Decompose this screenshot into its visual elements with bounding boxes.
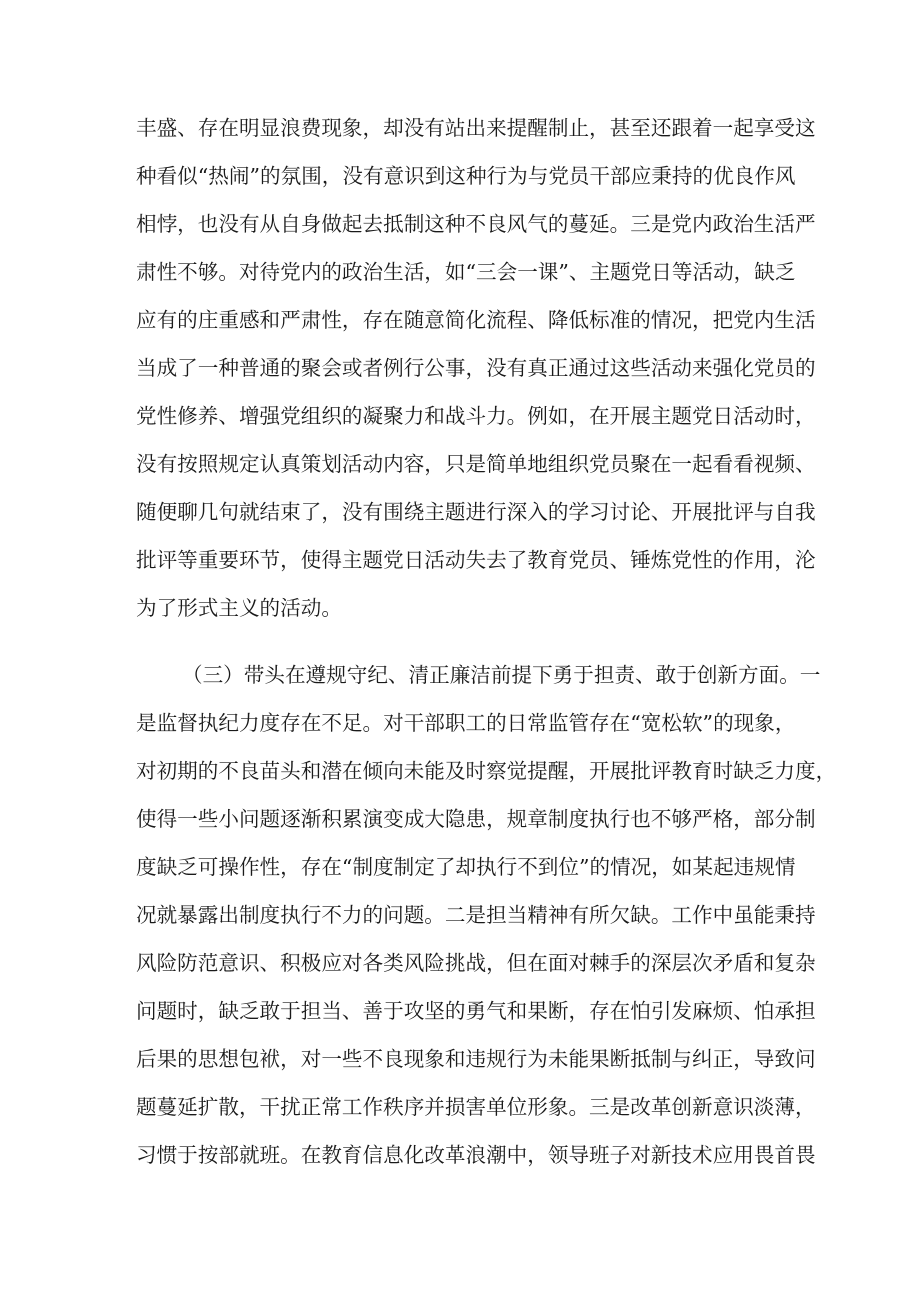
- text-line: 风险防范意识、积极应对各类风险挑战，但在面对棘手的深层次矛盾和复杂: [136, 951, 816, 975]
- text-line: 应有的庄重感和严肃性，存在随意简化流程、降低标准的情况，把党内生活: [136, 308, 816, 332]
- text-line: 相悖，也没有从自身做起去抵制这种不良风气的蔓延。三是党内政治生活严: [136, 212, 816, 236]
- text-line: 肃性不够。对待党内的政治生活，如“三会一课”、主题党日等活动，缺乏: [136, 260, 796, 284]
- text-line: 后果的思想包袱，对一些不良现象和违规行为未能果断抵制与纠正，导致问: [136, 1047, 816, 1071]
- text-line: 习惯于按部就班。在教育信息化改革浪潮中，领导班子对新技术应用畏首畏: [136, 1143, 816, 1167]
- text-line: 使得一些小问题逐渐积累演变成大隐患，规章制度执行也不够严格，部分制: [136, 807, 816, 831]
- text-line: 为了形式主义的活动。: [136, 596, 342, 620]
- text-line: 丰盛、存在明显浪费现象，却没有站出来提醒制止，甚至还跟着一起享受这: [136, 116, 816, 140]
- text-line: 度缺乏可操作性，存在“制度制定了却执行不到位”的情况，如某起违规情: [136, 855, 796, 879]
- text-line: 批评等重要环节，使得主题党日活动失去了教育党员、锤炼党性的作用，沦: [136, 548, 816, 572]
- text-line: 党性修养、增强党组织的凝聚力和战斗力。例如，在开展主题党日活动时，: [136, 404, 816, 428]
- text-line: 随便聊几句就结束了，没有围绕主题进行深入的学习讨论、开展批评与自我: [136, 500, 816, 524]
- text-line: 没有按照规定认真策划活动内容，只是简单地组织党员聚在一起看看视频、: [136, 452, 816, 476]
- text-line: 问题时，缺乏敢于担当、善于攻坚的勇气和果断，存在怕引发麻烦、怕承担: [136, 999, 816, 1023]
- text-line: 是监督执纪力度存在不足。对干部职工的日常监管存在“宽松软”的现象，: [136, 711, 796, 735]
- text-line: 况就暴露出制度执行不力的问题。二是担当精神有所欠缺。工作中虽能秉持: [136, 903, 816, 927]
- section-heading-line: （三）带头在遵规守纪、清正廉洁前提下勇于担责、敢于创新方面。一: [182, 663, 821, 687]
- text-line: 题蔓延扩散，干扰正常工作秩序并损害单位形象。三是改革创新意识淡薄，: [136, 1095, 816, 1119]
- text-line: 当成了一种普通的聚会或者例行公事，没有真正通过这些活动来强化党员的: [136, 356, 816, 380]
- text-line: 对初期的不良苗头和潜在倾向未能及时察觉提醒，开展批评教育时缺乏力度，: [136, 759, 837, 783]
- text-line: 种看似“热闹”的氛围，没有意识到这种行为与党员干部应秉持的优良作风: [136, 164, 796, 188]
